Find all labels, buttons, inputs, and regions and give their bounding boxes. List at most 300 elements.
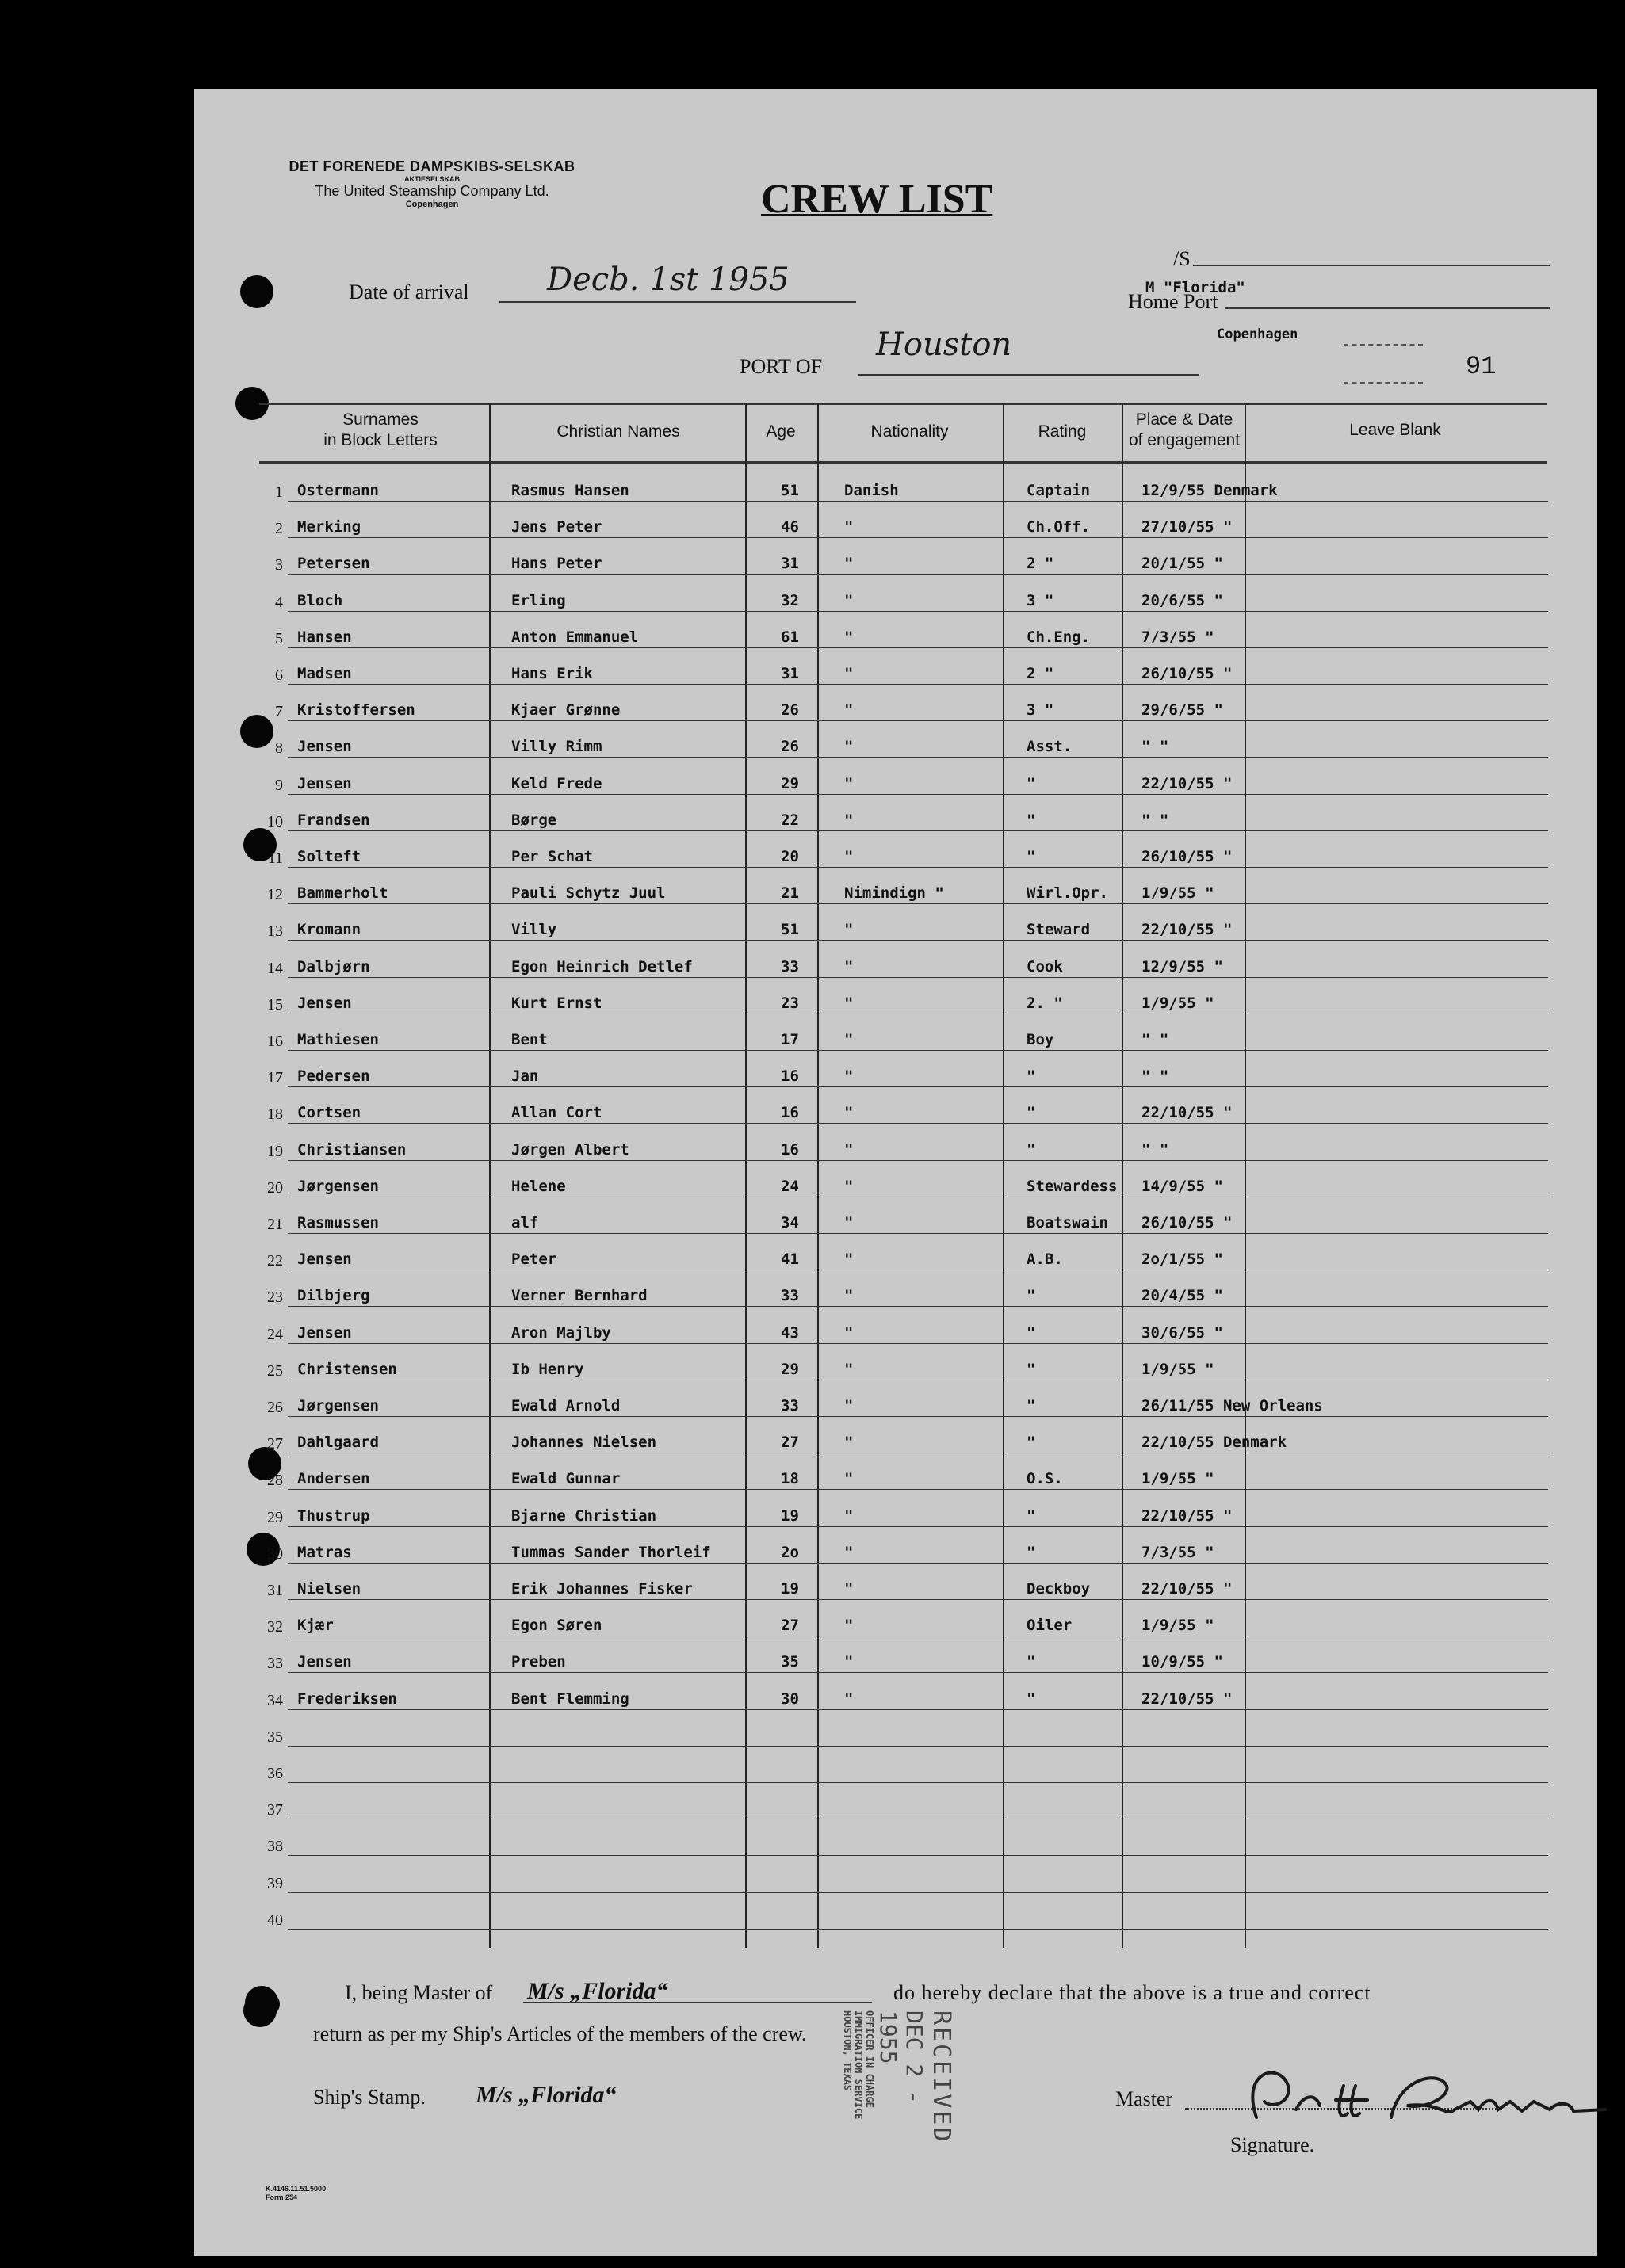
cell-nationality: " bbox=[844, 1177, 854, 1195]
row-number: 2 bbox=[275, 520, 283, 538]
row-number: 4 bbox=[275, 593, 283, 611]
cell-names: Tummas Sander Thorleif bbox=[511, 1543, 711, 1561]
cell-nationality: " bbox=[844, 957, 854, 976]
cell-surname: Frederiksen bbox=[297, 1690, 397, 1708]
cell-nationality: Danish bbox=[844, 482, 899, 499]
row-rule bbox=[288, 611, 1548, 612]
cell-rating: " bbox=[1027, 774, 1036, 792]
row-number: 7 bbox=[275, 703, 283, 721]
cell-rating: " bbox=[1027, 1067, 1036, 1086]
cell-age: 61 bbox=[781, 628, 799, 646]
row-rule bbox=[288, 1672, 1548, 1673]
form-code: K.4146.11.51.5000 Form 254 bbox=[266, 2185, 327, 2201]
cell-rating: Wirl.Opr. bbox=[1027, 884, 1108, 903]
cell-nationality: " bbox=[844, 665, 854, 682]
company-sub: AKTIESELSKAB bbox=[403, 175, 460, 183]
cell-age: 17 bbox=[781, 1031, 799, 1048]
cell-rating: " bbox=[1027, 848, 1036, 865]
cell-rating: " bbox=[1027, 1360, 1036, 1378]
cell-names: Jørgen Albert bbox=[511, 1140, 629, 1159]
cell-engaged: 7/3/55 " bbox=[1141, 628, 1214, 646]
cell-surname: Kjær bbox=[297, 1617, 334, 1635]
row-rule bbox=[288, 1855, 1548, 1856]
col-place-date: Place & Date of engagement bbox=[1128, 410, 1241, 449]
declaration-part3: return as per my Ship's Articles of the members of the crew. bbox=[313, 2022, 807, 2045]
arrival-date: Decb. 1st 1955 bbox=[547, 262, 790, 298]
cell-nationality: " bbox=[844, 1543, 854, 1561]
cell-rating: Ch.Off. bbox=[1027, 518, 1091, 536]
cell-age: 27 bbox=[781, 1617, 799, 1635]
cell-surname: Jensen bbox=[297, 994, 352, 1012]
cell-names: Børge bbox=[511, 811, 557, 829]
cell-surname: Matras bbox=[297, 1543, 352, 1561]
cell-age: 23 bbox=[781, 994, 799, 1012]
cell-engaged: 26/10/55 " bbox=[1141, 665, 1233, 682]
sheet-number: 91 bbox=[1466, 352, 1497, 381]
cell-nationality: " bbox=[844, 811, 854, 829]
declaration-part1: I, being Master of bbox=[345, 1981, 493, 2004]
cell-age: 33 bbox=[781, 1287, 799, 1305]
cell-surname: Rasmussen bbox=[297, 1214, 379, 1231]
row-number: 35 bbox=[267, 1728, 283, 1746]
cell-age: 35 bbox=[781, 1653, 799, 1671]
cell-rating: Ch.Eng. bbox=[1027, 628, 1091, 646]
cell-age: 16 bbox=[781, 1140, 799, 1159]
cell-rating: 3 " bbox=[1027, 591, 1054, 609]
home-port: Copenhagen bbox=[1217, 326, 1298, 342]
cell-engaged: 26/11/55 New Orleans bbox=[1141, 1397, 1323, 1415]
cell-names: Villy bbox=[511, 921, 557, 939]
cell-names: Preben bbox=[511, 1653, 566, 1671]
row-number: 1 bbox=[275, 483, 283, 501]
port-label: PORT OF bbox=[740, 355, 823, 378]
cell-engaged: 2o/1/55 " bbox=[1141, 1250, 1223, 1269]
cell-age: 31 bbox=[781, 665, 799, 682]
row-rule bbox=[288, 1892, 1548, 1893]
cell-names: Bent bbox=[511, 1031, 548, 1048]
cell-names: Hans Erik bbox=[511, 665, 593, 682]
cell-nationality: " bbox=[844, 1506, 854, 1525]
cell-engaged: 12/9/55 " bbox=[1141, 957, 1223, 976]
row-rule bbox=[288, 830, 1548, 831]
cell-names: Bent Flemming bbox=[511, 1690, 629, 1708]
row-number: 26 bbox=[267, 1399, 283, 1416]
row-rule bbox=[288, 867, 1548, 868]
cell-surname: Ostermann bbox=[297, 482, 379, 499]
cell-names: Ewald Arnold bbox=[511, 1397, 621, 1415]
cell-nationality: " bbox=[844, 738, 854, 756]
row-number: 39 bbox=[267, 1874, 283, 1892]
cell-surname: Jensen bbox=[297, 738, 352, 756]
row-number: 32 bbox=[267, 1618, 283, 1636]
cell-rating: A.B. bbox=[1027, 1250, 1063, 1269]
row-number: 14 bbox=[267, 959, 283, 977]
cell-rating: Stewardess bbox=[1027, 1177, 1118, 1195]
cell-nationality: " bbox=[844, 848, 854, 865]
cell-age: 29 bbox=[781, 1360, 799, 1378]
cell-nationality: " bbox=[844, 1140, 854, 1159]
cell-engaged: 26/10/55 " bbox=[1141, 848, 1233, 865]
cell-engaged: 1/9/55 " bbox=[1141, 884, 1214, 903]
row-number: 8 bbox=[275, 739, 283, 758]
row-number: 20 bbox=[267, 1178, 283, 1197]
row-number: 29 bbox=[267, 1508, 283, 1526]
cell-engaged: 22/10/55 " bbox=[1141, 921, 1233, 939]
cell-surname: Jensen bbox=[297, 1250, 352, 1269]
cell-rating: " bbox=[1027, 811, 1036, 829]
row-number: 23 bbox=[267, 1289, 283, 1307]
row-number: 13 bbox=[267, 922, 283, 941]
row-number: 18 bbox=[267, 1105, 283, 1124]
cell-rating: Oiler bbox=[1027, 1617, 1072, 1635]
port-value: Houston bbox=[876, 326, 1012, 363]
cell-age: 43 bbox=[781, 1323, 799, 1342]
row-number: 25 bbox=[267, 1361, 283, 1380]
row-rule bbox=[288, 1306, 1548, 1307]
row-rule bbox=[288, 647, 1548, 648]
cell-rating: " bbox=[1027, 1434, 1036, 1452]
cell-nationality: " bbox=[844, 1580, 854, 1598]
cell-engaged: " " bbox=[1141, 1031, 1169, 1048]
row-number: 36 bbox=[267, 1765, 283, 1782]
row-number: 15 bbox=[267, 995, 283, 1014]
row-rule bbox=[288, 977, 1548, 978]
cell-names: Kjaer Grønne bbox=[511, 701, 621, 720]
cell-surname: Dalbjørn bbox=[297, 957, 370, 976]
cell-surname: Dahlgaard bbox=[297, 1434, 379, 1452]
cell-nationality: " bbox=[844, 921, 854, 939]
cell-age: 26 bbox=[781, 738, 799, 756]
row-number: 6 bbox=[275, 666, 283, 684]
cell-nationality: " bbox=[844, 1617, 854, 1635]
cell-surname: Thustrup bbox=[297, 1506, 370, 1525]
cell-age: 18 bbox=[781, 1470, 799, 1488]
cell-engaged: 12/9/55 Denmark bbox=[1141, 482, 1278, 499]
cell-nationality: " bbox=[844, 1104, 854, 1122]
row-number: 11 bbox=[267, 850, 283, 867]
cell-surname: Kromann bbox=[297, 921, 361, 939]
punch-hole bbox=[240, 275, 273, 308]
row-number: 17 bbox=[267, 1069, 283, 1087]
company-english: The United Steamship Company Ltd. bbox=[315, 183, 549, 199]
row-number: 3 bbox=[275, 556, 283, 575]
cell-age: 19 bbox=[781, 1580, 799, 1598]
cell-engaged: 26/10/55 " bbox=[1141, 1214, 1233, 1231]
cell-rating: " bbox=[1027, 1506, 1036, 1525]
cell-names: Peter bbox=[511, 1250, 557, 1269]
cell-surname: Jensen bbox=[297, 774, 352, 792]
row-number: 5 bbox=[275, 629, 283, 647]
col-christian-names: Christian Names bbox=[556, 422, 680, 441]
cell-rating: Boatswain bbox=[1027, 1214, 1108, 1231]
cell-names: Erling bbox=[511, 591, 566, 609]
cell-surname: Jørgensen bbox=[297, 1177, 379, 1195]
cell-rating: Steward bbox=[1027, 921, 1091, 939]
row-rule bbox=[288, 501, 1548, 502]
cell-age: 31 bbox=[781, 555, 799, 573]
row-number: 19 bbox=[267, 1142, 283, 1160]
cell-rating: O.S. bbox=[1027, 1470, 1063, 1488]
cell-age: 51 bbox=[781, 921, 799, 939]
row-number: 12 bbox=[267, 886, 283, 904]
cell-surname: Jensen bbox=[297, 1323, 352, 1342]
cell-nationality: " bbox=[844, 555, 854, 573]
row-rule bbox=[288, 940, 1548, 941]
punch-hole bbox=[256, 1992, 280, 2016]
cell-rating: " bbox=[1027, 1653, 1036, 1671]
cell-nationality: " bbox=[844, 1250, 854, 1269]
cell-nationality: " bbox=[844, 1397, 854, 1415]
cell-rating: Asst. bbox=[1027, 738, 1072, 756]
cell-engaged: 22/10/55 " bbox=[1141, 1690, 1233, 1708]
cell-rating: " bbox=[1027, 1323, 1036, 1342]
cell-engaged: 20/4/55 " bbox=[1141, 1287, 1223, 1305]
cell-age: 29 bbox=[781, 774, 799, 792]
cell-nationality: " bbox=[844, 518, 854, 536]
cell-age: 27 bbox=[781, 1434, 799, 1452]
cell-surname: Pedersen bbox=[297, 1067, 370, 1086]
cell-age: 16 bbox=[781, 1067, 799, 1086]
row-rule bbox=[288, 757, 1548, 758]
row-number: 38 bbox=[267, 1838, 283, 1856]
cell-age: 2o bbox=[781, 1543, 799, 1561]
cell-surname: Solteft bbox=[297, 848, 361, 865]
cell-names: Kurt Ernst bbox=[511, 994, 602, 1012]
home-port-label: Home Port bbox=[1128, 290, 1218, 313]
cell-names: Ewald Gunnar bbox=[511, 1470, 621, 1488]
row-rule bbox=[288, 1526, 1548, 1527]
cell-names: Verner Bernhard bbox=[511, 1287, 648, 1305]
cell-names: Villy Rimm bbox=[511, 738, 602, 756]
cell-surname: Petersen bbox=[297, 555, 370, 573]
vessel-name: M "Florida" bbox=[1145, 279, 1245, 296]
row-rule bbox=[288, 1050, 1548, 1051]
cell-surname: Bloch bbox=[297, 591, 343, 609]
cell-names: Allan Cort bbox=[511, 1104, 602, 1122]
row-number: 21 bbox=[267, 1216, 283, 1233]
col-surnames: Surnames in Block Letters bbox=[323, 410, 438, 449]
declaration-part2: do hereby declare that the above is a true and correct bbox=[893, 1981, 1371, 2004]
cell-engaged: 22/10/55 " bbox=[1141, 1506, 1233, 1525]
cell-age: 51 bbox=[781, 482, 799, 499]
row-number: 9 bbox=[275, 776, 283, 794]
cell-surname: Bammerholt bbox=[297, 884, 388, 903]
cell-engaged: " " bbox=[1141, 738, 1169, 756]
cell-names: Egon Heinrich Detlef bbox=[511, 957, 693, 976]
cell-rating: " bbox=[1027, 1287, 1036, 1305]
ships-stamp-label: Ship's Stamp. bbox=[313, 2086, 426, 2109]
cell-rating: 2. " bbox=[1027, 994, 1063, 1012]
cell-surname: Mathiesen bbox=[297, 1031, 379, 1048]
row-number: 10 bbox=[267, 812, 283, 830]
cell-surname: Nielsen bbox=[297, 1580, 361, 1598]
cell-age: 21 bbox=[781, 884, 799, 903]
row-rule bbox=[288, 1782, 1548, 1783]
cell-names: Johannes Nielsen bbox=[511, 1434, 657, 1452]
cell-nationality: " bbox=[844, 1323, 854, 1342]
cell-rating: 2 " bbox=[1027, 555, 1054, 573]
signature-label: Signature. bbox=[1230, 2133, 1315, 2156]
row-number: 34 bbox=[267, 1691, 283, 1709]
cell-engaged: 22/10/55 " bbox=[1141, 1104, 1233, 1122]
cell-engaged: 7/3/55 " bbox=[1141, 1543, 1214, 1561]
cell-rating: 3 " bbox=[1027, 701, 1054, 720]
cell-nationality: " bbox=[844, 628, 854, 646]
row-rule bbox=[288, 1489, 1548, 1490]
row-number: 28 bbox=[267, 1472, 283, 1490]
row-rule bbox=[288, 1086, 1548, 1087]
cell-age: 24 bbox=[781, 1177, 799, 1195]
row-rule bbox=[288, 1746, 1548, 1747]
cell-names: Anton Emmanuel bbox=[511, 628, 639, 646]
cell-names: Ib Henry bbox=[511, 1360, 584, 1378]
row-rule bbox=[288, 720, 1548, 721]
cell-rating: " bbox=[1027, 1543, 1036, 1561]
cell-age: 46 bbox=[781, 518, 799, 536]
row-number: 31 bbox=[267, 1582, 283, 1599]
cell-names: Aron Majlby bbox=[511, 1323, 611, 1342]
cell-engaged: 14/9/55 " bbox=[1141, 1177, 1223, 1195]
page-title: CREW LIST bbox=[761, 177, 993, 222]
row-number: 24 bbox=[267, 1325, 283, 1343]
cell-nationality: " bbox=[844, 1690, 854, 1708]
company-header bbox=[266, 158, 598, 209]
cell-surname: Cortsen bbox=[297, 1104, 361, 1122]
cell-engaged: 22/10/55 " bbox=[1141, 774, 1233, 792]
crew-list-sheet bbox=[194, 89, 1597, 2256]
col-leave-blank: Leave Blank bbox=[1349, 421, 1441, 439]
col-nationality: Nationality bbox=[870, 422, 949, 441]
cell-names: Helene bbox=[511, 1177, 566, 1195]
cell-surname: Andersen bbox=[297, 1470, 370, 1488]
row-rule bbox=[288, 1123, 1548, 1124]
master-label: Master bbox=[1115, 2087, 1173, 2110]
cell-age: 41 bbox=[781, 1250, 799, 1269]
cell-surname: Kristoffersen bbox=[297, 701, 415, 720]
row-rule bbox=[288, 1160, 1548, 1161]
cell-age: 32 bbox=[781, 591, 799, 609]
row-number: 33 bbox=[267, 1655, 283, 1673]
cell-engaged: 20/1/55 " bbox=[1141, 555, 1223, 573]
cell-surname: Frandsen bbox=[297, 811, 370, 829]
cell-names: Jan bbox=[511, 1067, 539, 1086]
col-age: Age bbox=[766, 422, 796, 441]
row-number: 16 bbox=[267, 1033, 283, 1050]
row-rule bbox=[288, 1343, 1548, 1344]
cell-nationality: " bbox=[844, 1360, 854, 1378]
cell-nationality: " bbox=[844, 591, 854, 609]
cell-names: Rasmus Hansen bbox=[511, 482, 629, 499]
cell-names: Hans Peter bbox=[511, 555, 602, 573]
cell-nationality: " bbox=[844, 1653, 854, 1671]
row-number: 27 bbox=[267, 1435, 283, 1453]
cell-nationality: " bbox=[844, 1470, 854, 1488]
cell-age: 30 bbox=[781, 1690, 799, 1708]
cell-names: Pauli Schytz Juul bbox=[511, 884, 666, 903]
cell-engaged: 27/10/55 " bbox=[1141, 518, 1233, 536]
row-number: 37 bbox=[267, 1801, 283, 1819]
cell-names: Jens Peter bbox=[511, 518, 602, 536]
master-signature bbox=[1209, 2054, 1621, 2141]
cell-engaged: 22/10/55 Denmark bbox=[1141, 1434, 1287, 1452]
cell-engaged: 10/9/55 " bbox=[1141, 1653, 1223, 1671]
cell-engaged: 1/9/55 " bbox=[1141, 994, 1214, 1012]
ships-stamp: M/s „Florida“ bbox=[476, 2082, 617, 2108]
cell-rating: " bbox=[1027, 1690, 1036, 1708]
cell-rating: Captain bbox=[1027, 482, 1091, 499]
cell-engaged: 22/10/55 " bbox=[1141, 1580, 1233, 1598]
cell-names: Per Schat bbox=[511, 848, 593, 865]
row-rule bbox=[288, 1416, 1548, 1417]
cell-age: 22 bbox=[781, 811, 799, 829]
cell-engaged: 29/6/55 " bbox=[1141, 701, 1223, 720]
cell-nationality: " bbox=[844, 1031, 854, 1048]
cell-rating: " bbox=[1027, 1397, 1036, 1415]
cell-engaged: 20/6/55 " bbox=[1141, 591, 1223, 609]
row-rule bbox=[288, 537, 1548, 538]
cell-engaged: 1/9/55 " bbox=[1141, 1360, 1214, 1378]
cell-rating: " bbox=[1027, 1140, 1036, 1159]
cell-surname: Madsen bbox=[297, 665, 352, 682]
cell-nationality: " bbox=[844, 701, 854, 720]
cell-rating: 2 " bbox=[1027, 665, 1054, 682]
vessel-s-label: /S bbox=[1173, 247, 1191, 270]
cell-surname: Jensen bbox=[297, 1653, 352, 1671]
cell-nationality: " bbox=[844, 1434, 854, 1452]
cell-engaged: 1/9/55 " bbox=[1141, 1617, 1214, 1635]
cell-surname: Hansen bbox=[297, 628, 352, 646]
cell-names: Bjarne Christian bbox=[511, 1506, 657, 1525]
cell-surname: Dilbjerg bbox=[297, 1287, 370, 1305]
arrival-label: Date of arrival bbox=[349, 281, 469, 304]
cell-engaged: " " bbox=[1141, 811, 1169, 829]
declaration-ship: M/s „Florida“ bbox=[527, 1978, 668, 2004]
row-rule bbox=[288, 1563, 1548, 1564]
cell-rating: Deckboy bbox=[1027, 1580, 1091, 1598]
row-rule bbox=[288, 1709, 1548, 1710]
row-number: 30 bbox=[267, 1544, 283, 1563]
cell-surname: Christiansen bbox=[297, 1140, 407, 1159]
cell-rating: " bbox=[1027, 1104, 1036, 1122]
cell-age: 19 bbox=[781, 1506, 799, 1525]
row-rule bbox=[288, 1929, 1548, 1930]
cell-engaged: " " bbox=[1141, 1140, 1169, 1159]
cell-age: 33 bbox=[781, 957, 799, 976]
cell-names: Erik Johannes Fisker bbox=[511, 1580, 693, 1598]
cell-engaged: " " bbox=[1141, 1067, 1169, 1086]
cell-nationality: " bbox=[844, 774, 854, 792]
cell-surname: Merking bbox=[297, 518, 361, 536]
row-rule bbox=[288, 1233, 1548, 1234]
cell-nationality: " bbox=[844, 1067, 854, 1086]
company-name: DET FORENEDE DAMPSKIBS-SELSKAB bbox=[289, 158, 575, 174]
cell-age: 33 bbox=[781, 1397, 799, 1415]
cell-surname: Jørgensen bbox=[297, 1397, 379, 1415]
cell-age: 34 bbox=[781, 1214, 799, 1231]
row-number: 40 bbox=[267, 1911, 283, 1929]
cell-names: Egon Søren bbox=[511, 1617, 602, 1635]
row-rule bbox=[288, 684, 1548, 685]
cell-engaged: 30/6/55 " bbox=[1141, 1323, 1223, 1342]
row-number: 22 bbox=[267, 1252, 283, 1270]
cell-rating: Boy bbox=[1027, 1031, 1054, 1048]
cell-nationality: " bbox=[844, 1287, 854, 1305]
company-city: Copenhagen bbox=[405, 200, 459, 209]
cell-surname: Christensen bbox=[297, 1360, 397, 1378]
col-rating: Rating bbox=[1038, 422, 1087, 441]
row-rule bbox=[288, 903, 1548, 904]
cell-age: 26 bbox=[781, 701, 799, 720]
